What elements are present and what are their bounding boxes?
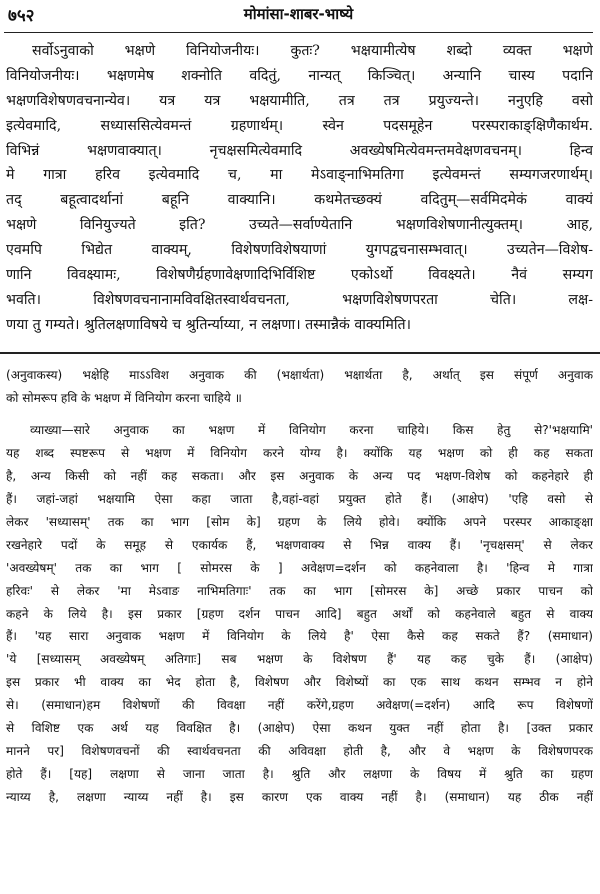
- sanskrit-line: भक्षणविशेषणवचनान्येव। यत्र यत्र भक्षयामीति, तत्र तत्र प्रयुज्यन्ते। ननुएहि वसो: [6, 92, 593, 109]
- sanskrit-line: एवमपि भिद्येत वाक्यम्, विशेषणविशेषयाणां युगपद्वचनासम्भवात्। उच्यतेन—विशेष-: [6, 242, 593, 259]
- hindi-line: इस प्रकार भी वाक्य का भेद होता है, विशेषण और विशेष्यों का एक साथ कथन सम्भव न होने: [6, 675, 593, 690]
- sanskrit-line: मे गात्रा हरिव इत्येवमादि च, मा मेऽवाङ्नाभिमतिगा इत्येवमन्तं सम्यगजरणार्थम्।: [6, 167, 593, 184]
- hindi-line: से। (समाधान)हम विशेषणों की विवक्षा नहीं करेंगे,ग्रहण अवेक्षण(=दर्शन) आदि रूप विशेषणों: [6, 698, 593, 713]
- sanskrit-line: णानि विवक्ष्यामः, विशेषणैर्ग्रहणावेक्षणादिभिर्विशिष्ट एकोऽर्थो विवक्ष्यते। नैवं सम्यग: [6, 267, 593, 284]
- hindi-line: व्याख्या—सारे अनुवाक का भक्षण में विनियोग करना चाहिये। किस हेतु से?'भक्षयामि': [30, 423, 593, 438]
- hindi-line: 'ये [सध्यासम् अवख्येषम् अतिगाः] सब भक्षण के विशेषण हैं' यह कह चुके हैं। (आक्षेप): [6, 652, 593, 667]
- hindi-line: हैं। 'यह सारा अनुवाक भक्षण में विनियोग के लिये है' ऐसा कैसे कह सकते हैं? (समाधान): [6, 629, 593, 644]
- hindi-line: से विशिष्ट एक अर्थ यह विवक्षित है। (आक्षेप) ऐसा कथन युक्त नहीं होता है। [उक्त प्रकार: [6, 721, 593, 736]
- hindi-line: न्याय्य है, लक्षणा न्याय्य नहीं है। इस कारण एक वाक्य नहीं है। (समाधान) यह ठीक नहीं: [6, 789, 593, 804]
- hindi-line: लेकर 'सध्यासम्' तक का भाग [सोम के] ग्रहण के लिये होवे। क्योंकि अपने परस्पर आकाङ्क्षा: [6, 515, 593, 530]
- hindi-line: 'अवख्येषम्' तक का भाग [ सोमरस के ] अवेक्षण=दर्शन को कहनेवाला है। 'हिन्व मे गात्रा: [6, 560, 593, 575]
- page-header: [4, 0, 593, 33]
- sanskrit-line: विनियोजनीयः। भक्षणमेष शक्नोति वदितुं, नान्यत् किञ्चित्। अन्यानि चास्य पदानि: [6, 67, 593, 84]
- sanskrit-line: तद् बहूत्वादर्थानां बहूनि वाक्यानि। कथमेतच्छक्यं वदितुम्—सर्वमिदमेकं वाक्यं: [6, 192, 593, 209]
- sanskrit-line: भक्षणे विनियुज्यते इति? उच्यते—सर्वाण्येतानि भक्षणविशेषणानीत्युक्तम्। आह,: [6, 217, 593, 234]
- running-title: मोमांसा-शाबर-भाष्ये: [243, 5, 354, 23]
- hindi-line: हरिवः' से लेकर 'मा मेऽवाङ नाभिमतिगाः' तक का भाग [सोमरस के] अच्छे प्रकार पाचन को: [6, 583, 593, 598]
- hindi-line: (अनुवाकस्य) भक्षेहि माऽऽविश अनुवाक की (भक्षार्थता) भक्षार्थता है, अर्थात् इस संपूर्ण अनुवाक: [6, 367, 593, 382]
- sanskrit-line: इत्येवमादि, सध्याससित्येवमन्तं ग्रहणार्थम्। स्वेन पदसमूहेन परस्पराकाङ्क्षिणैकार्थम.: [6, 117, 593, 134]
- sanskrit-line: भवति। विशेषणवचनानामविवक्षितस्वार्थवचनता, भक्षणविशेषणपरता चेति। लक्ष-: [6, 291, 593, 308]
- hindi-line: को सोमरूप हवि के भक्षण में विनियोग करना चाहिये ॥: [6, 390, 242, 405]
- hindi-translation-text: [4, 364, 593, 809]
- hindi-line: यह शब्द स्पष्टरूप से भक्षण में विनियोग करने योग्य है। क्योंकि यह भक्षण को ही कह सकता: [6, 446, 593, 461]
- section-divider: [0, 352, 600, 354]
- hindi-line: कहने के लिये है। इस प्रकार [ग्रहण दर्शन पाचन आदि] बहुत अर्थों को कहनेवाले बहुत से वाक्य: [6, 606, 593, 621]
- hindi-line: रखनेहारे पदों के समूह से एकार्यक हैं, भक्षणवाक्य से भिन्न वाक्य हैं। 'नृचक्षसम्' से लेकर: [6, 537, 593, 552]
- sanskrit-line: विभिन्नं भक्षणवाक्यात्। नृचक्षसमित्येवमादि अवख्येषमित्येवमन्तमवेक्षणवचनम्। हिन्व: [6, 142, 593, 159]
- sanskrit-line: णया तु गम्यते। श्रुतिलक्षणाविषये च श्रुतिर्न्याय्या, न लक्षणा। तस्मान्नैकं वाक्यमिति।: [6, 316, 412, 333]
- sanskrit-bhashya-text: [4, 39, 593, 338]
- sanskrit-line: सर्वोऽनुवाको भक्षणे विनियोजनीयः। कुतः? भक्षयामीत्येष शब्दो व्यक्त भक्षणे: [32, 43, 593, 59]
- page-number: ७५२: [8, 6, 35, 26]
- hindi-line: होते हैं। [यह] लक्षणा से जाना जाता है। श्रुति और लक्षणा के विषय में श्रुति का ग्रहण: [6, 766, 593, 781]
- hindi-line: है, अन्य किसी को नहीं कह सकता। और इस अनुवाक के अन्य पद भक्षण-विशेष को कहनेहारे ही: [6, 469, 593, 484]
- hindi-line: मानने पर] विशेषणवचनों की स्वार्थवचनता की अविवक्षा होती है, और वे भक्षण के विशेषणपरक: [6, 743, 593, 758]
- hindi-line: हैं। जहां-जहां भक्षयामि ऐसा कहा जाता है,वहां-वहां प्रयुक्त होते हैं। (आक्षेप) 'एहि वसो से: [6, 492, 593, 507]
